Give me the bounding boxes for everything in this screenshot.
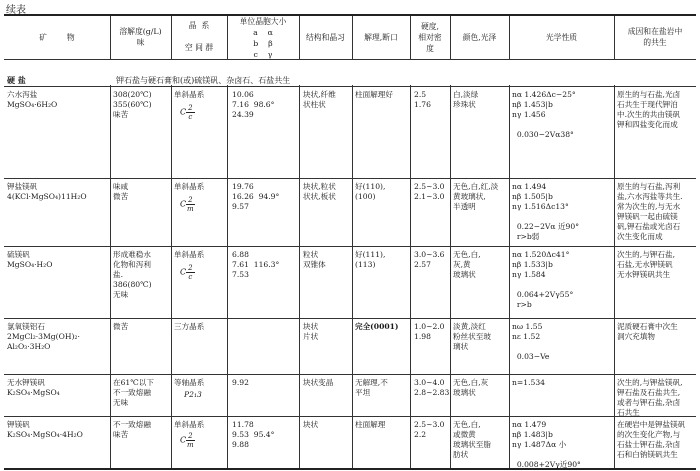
cell-optics: n=1.534: [512, 378, 545, 387]
row-rule: [4, 374, 696, 375]
space-group: C $\frac{2}{m}$: [180, 196, 194, 213]
cell-genesis: 泥质硬石膏中次生 洞穴充填物: [617, 322, 678, 341]
cell-mineral: 钾盐镁矾 4(KCl·MgSO₄)11H₂O: [7, 182, 87, 201]
cell-crystal: 单斜晶系: [174, 90, 205, 99]
cell-optics: nα 1.426Δc−25° nβ 1.453|b nγ 1.456 0.030−2Vα38°: [512, 90, 576, 139]
header-habit: 结构和晶习: [306, 33, 345, 42]
header-cleavage: 解理,断口: [364, 33, 398, 42]
cell-params: 9.92: [232, 378, 249, 387]
cell-cleavage: 好(110), (100): [355, 182, 386, 201]
cell-color: 无色,白, 灰,黄 玻璃状: [453, 250, 481, 279]
header-mineral: 矿 物: [39, 33, 75, 42]
cell-hardness: 2.5~3.0 2.2: [414, 420, 445, 439]
header-solubility: 溶解度(g/L) 味: [119, 27, 162, 47]
cell-mineral: 无水钾镁矾 K₂SO₄·MgSO₄: [7, 378, 60, 397]
row-rule: [4, 178, 696, 179]
sg-den: m: [187, 205, 194, 213]
header-genesis: 成因和在盐岩中 的共生: [627, 27, 683, 47]
cell-solubility: 不一致熔融 味苦: [113, 420, 151, 439]
cell-cleavage: 柱面解理: [355, 420, 386, 429]
cell-optics: nα 1.494 nβ 1.505|b nγ 1.516Δc13° 0.22−2Vα 近90° r>b弱: [512, 182, 580, 241]
sg-den: c: [188, 113, 193, 121]
space-group: C $\frac{2}{c}$: [180, 264, 193, 281]
cell-habit: 块状变晶: [303, 378, 334, 387]
cell-habit: 块状,粒状 状状,板状: [303, 182, 336, 201]
cell-solubility: 微苦: [113, 322, 129, 331]
header-cell: 单位晶胞大小 a α b β c γ: [239, 17, 287, 59]
cell-genesis: 在硬岩中是钾盐镁矾 的次生变化产物,与 石盐士钾石盐,杂卤 石和白钠镁矾共生: [617, 420, 686, 459]
cell-mineral: 六水泻盐 MgSO₄·6H₂O: [7, 90, 58, 109]
cell-crystal: 等轴晶系: [174, 378, 205, 387]
cell-cleavage: 好(111), (113): [355, 250, 386, 269]
header-optics: 光学性质: [545, 33, 578, 42]
cell-hardness: 1.0~2.0 1.98: [414, 322, 445, 341]
cell-cleavage: 无解理,不 平坦: [355, 378, 388, 397]
cell-color: 淡黄,淡红 粉丝状至玻 璃状: [453, 322, 491, 351]
row-rule: [4, 318, 696, 319]
cell-hardness: 2.5 1.76: [414, 90, 431, 109]
sg-den: m: [187, 441, 194, 449]
header-color: 颜色,光泽: [462, 33, 497, 42]
cell-crystal: 单斜晶系: [174, 182, 205, 191]
space-group: C $\frac{2}{m}$: [180, 432, 194, 449]
group-name: 硬 盐: [7, 75, 26, 85]
cell-hardness: 3.0~4.0 2.8~2.83: [414, 378, 450, 397]
cell-habit: 块状,纤维 状柱状: [303, 90, 336, 109]
cell-solubility: 味咸 微苦: [113, 182, 129, 201]
cell-mineral: 硫镁矾 MgSO₄·H₂O: [7, 250, 53, 269]
cell-color: 无色,白,灰 玻璃状: [453, 378, 489, 397]
cell-habit: 块状: [303, 420, 319, 429]
cell-cleavage: 完全(0001): [355, 322, 399, 331]
cell-habit: 块状 片状: [303, 322, 319, 341]
cell-genesis: 原生的与石盐,泻利 盐,六水泻盐等共生. 常为次生的,与无水 钾镁矾一起由硫镁 矾,钾石盐或光卤石 次生变化而成: [617, 182, 683, 241]
cell-hardness: 3.0~3.6 2.57: [414, 250, 445, 269]
group-row: [4, 60, 696, 85]
cell-params: 11.78 9.53 95.4° 9.88: [232, 420, 275, 449]
cell-crystal: 单斜晶系: [174, 250, 205, 259]
sg-num: 2: [188, 432, 193, 440]
cell-genesis: 次生的,与钾盐镁矾, 钾石盐及石盐共生, 或者与钾石盐,杂卤 石共生: [617, 378, 683, 417]
cell-hardness: 2.5~3.0 2.1~3.0: [414, 182, 445, 201]
cell-mineral: 氯氧镁铝石 2MgCl₂·3Mg(OH)₂· Al₂O₃·3H₂O: [7, 322, 80, 351]
sg-num: 2: [188, 264, 193, 272]
cell-habit: 粒状 双锥体: [303, 250, 326, 269]
sg-den: c: [188, 273, 193, 281]
group-description: 钾石盐与硬石膏和(或)硫镁矾、杂卤石、石盐共生: [116, 76, 291, 85]
cell-solubility: 308(20℃) 355(60℃) 味苦: [113, 90, 152, 119]
cell-solubility: 形成难稳水 化物和泻利 盐. 386(80℃) 无味: [113, 250, 152, 299]
cell-color: 无色,白,红,淡 黄玻璃状, 半透明: [453, 182, 499, 211]
cell-solubility: 在61℃以下 不一致熔融 无味: [113, 378, 154, 407]
header-hardness: 硬度, 相对密 度: [418, 22, 442, 53]
cell-optics: nα 1.479 nβ 1.483|b nγ 1.487Δα 小 0.008+2Vγ近90°: [512, 420, 581, 469]
cell-color: 无色,白, 或微黄 玻璃状至脂 肪状: [453, 420, 491, 459]
header-crystal: 晶 系 空 间 群: [184, 21, 214, 52]
mineral-table: [4, 14, 696, 470]
cell-optics: nω 1.55 nε 1.52 0.03−Ve: [512, 322, 550, 361]
space-group: C $\frac{2}{c}$: [180, 104, 193, 121]
sg-num: 2: [188, 104, 193, 112]
continued-label: 续表: [6, 5, 26, 16]
cell-params: 6.88 7.61 116.3° 7.53: [232, 250, 280, 279]
cell-mineral: 钾镁矾 K₂SO₄·MgSO₄·4H₂O: [7, 420, 83, 439]
cell-crystal: 单斜晶系: [174, 420, 205, 429]
cell-cleavage: 柱面解理好: [355, 90, 393, 99]
cell-genesis: 次生的,与钾石盐, 石盐,无水钾镁矾 无水钾镁矾共生: [617, 250, 675, 279]
space-group: P2₁3: [184, 390, 202, 399]
cell-color: 白,淡绿 珍珠状: [453, 90, 479, 109]
row-rule: [4, 246, 696, 247]
cell-crystal: 三方晶系: [174, 322, 205, 331]
sg-num: 2: [188, 196, 193, 204]
cell-params: 19.76 16.26 94.9° 9.57: [232, 182, 280, 211]
cell-genesis: 原生的与石盐,光卤 石共生于现代钾泊 中.次生的共由镁矾 钾和四盐变化而成: [617, 90, 681, 129]
row-rule: [4, 416, 696, 417]
cell-params: 10.06 7.16 98.6° 24.39: [232, 90, 275, 119]
cell-optics: nα 1.520Δc41° nβ 1.533|b nγ 1.584 0.064+2Vγ55° r>b: [512, 250, 574, 309]
row-rule: [4, 86, 696, 87]
